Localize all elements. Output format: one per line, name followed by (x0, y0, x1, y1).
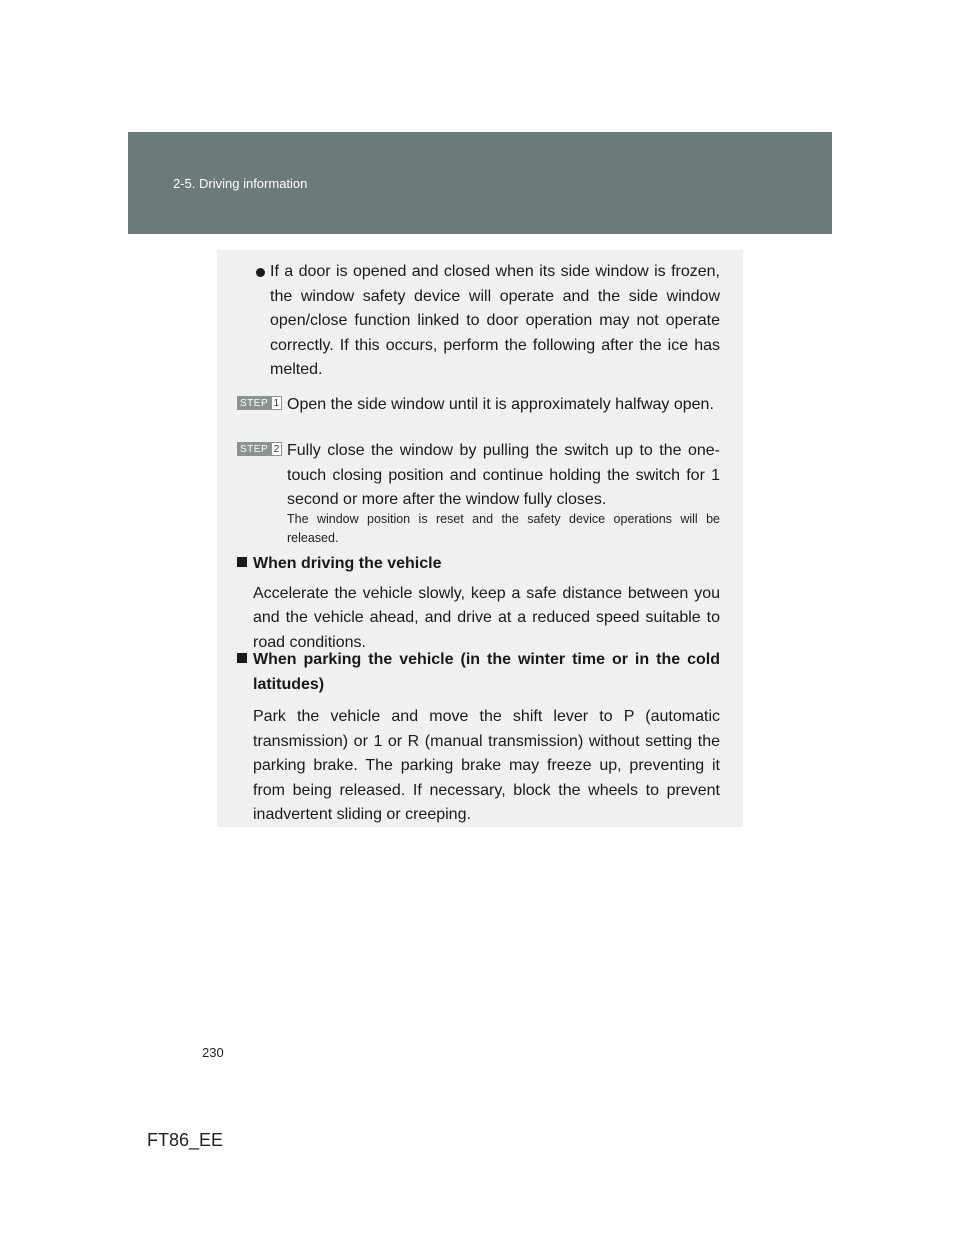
page-number: 230 (202, 1045, 224, 1060)
step-1 (237, 393, 720, 418)
content-box (217, 250, 743, 827)
document-code: FT86_EE (147, 1130, 224, 1150)
step-note-text: The window position is reset and the safety device operations will be released. (287, 512, 720, 545)
step-text: Fully close the window by pulling the switch up to the one-touch closing position and continue holding the switch for 1 second or more after the window fully closes. (287, 442, 720, 508)
step-number: 2 (271, 442, 282, 456)
section-title: 2-5. Driving information (173, 176, 308, 191)
section-driving (237, 552, 720, 655)
step-number: 1 (271, 396, 282, 410)
section-heading: When parking the vehicle (in the winter time or in the cold latitudes) (253, 651, 720, 693)
header-band (128, 132, 832, 234)
section-body: Accelerate the vehicle slowly, keep a safe distance between you and the vehicle ahead, and drive at a reduced speed suitable to road conditions. (253, 584, 720, 651)
bullet-dot-icon (256, 268, 265, 277)
square-bullet-icon (237, 653, 247, 663)
bullet-item (237, 260, 720, 383)
section-heading: When driving the vehicle (253, 555, 442, 572)
step-2 (237, 439, 720, 513)
square-bullet-icon (237, 557, 247, 567)
step-badge (237, 442, 285, 456)
step-text: Open the side window until it is approximately halfway open. (287, 396, 714, 413)
step-note (237, 510, 720, 548)
section-parking (237, 648, 720, 828)
section-body: Park the vehicle and move the shift lever to P (automatic transmission) or 1 or R (manual transmission) without setting the parking brake. The parking brake may freeze up, preventing it from being released. If necessary, block the wheels to prevent inadvertent sliding or creeping. (253, 708, 720, 823)
step-label: STEP (237, 442, 271, 456)
step-badge (237, 396, 285, 410)
step-label: STEP (237, 396, 271, 410)
bullet-text: If a door is opened and closed when its side window is frozen, the window safety device will operate and the side window open/close function linked to door operation may not operate correctly. If this occurs, perform the following after the ice has melted. (270, 263, 720, 378)
